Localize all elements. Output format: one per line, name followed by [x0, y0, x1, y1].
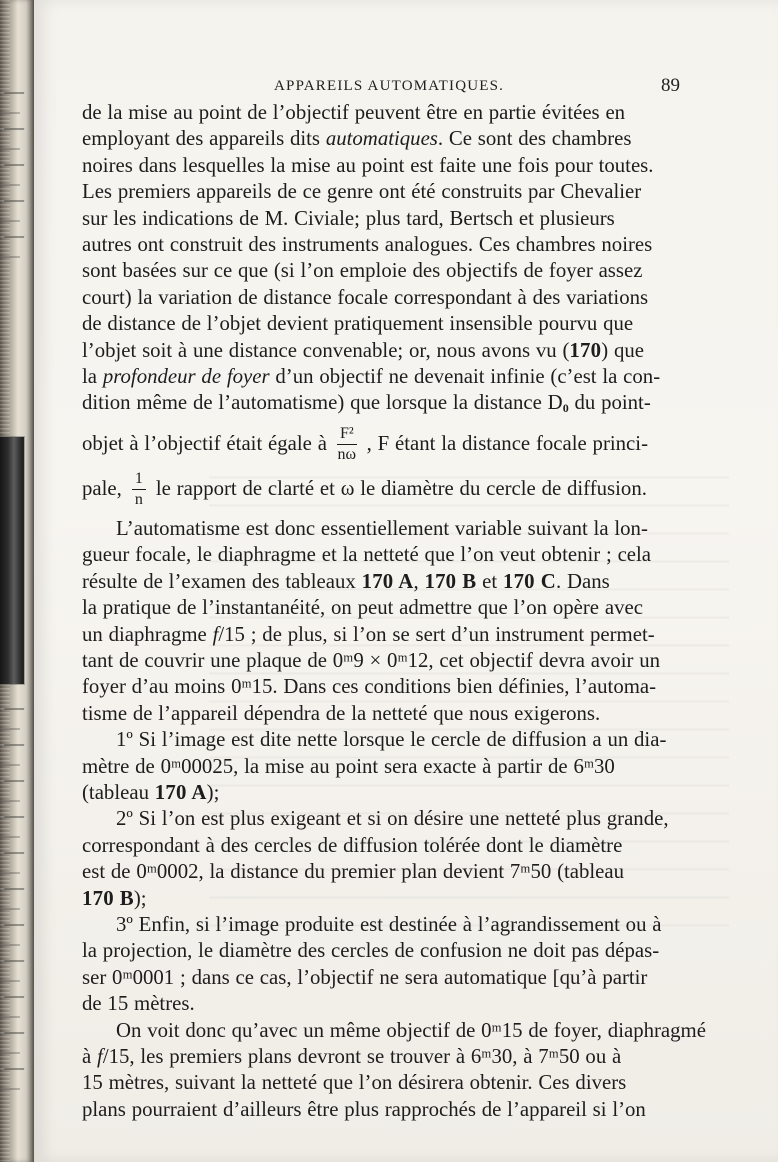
text-line [82, 390, 692, 421]
text-run: l’objet soit à une distance convenable; or, nous avons vu ( [82, 338, 570, 362]
text-run: de 15 mètres. [82, 992, 195, 1016]
page-body [82, 100, 706, 1123]
text-line [82, 516, 692, 542]
text-run: sont basées sur ce que (si l’on emploie des objectifs de foyer assez [82, 259, 643, 283]
italic-symbol: f [97, 1045, 103, 1068]
text-run: , [413, 569, 425, 593]
bold-reference: 170 C [502, 569, 556, 593]
text-line [82, 100, 692, 126]
text-run: Les premiers appareils de ce genre ont été construits par Chevalier [82, 180, 642, 204]
text-run: 2º Si l’on est plus exigeant et si on désire une netteté plus grande, [116, 807, 669, 831]
text-line [82, 833, 692, 859]
text-line [82, 285, 692, 311]
text-line [82, 780, 692, 806]
fraction-numerator: 1 [132, 471, 146, 490]
text-run: objet à l’objectif était égale à [82, 432, 327, 456]
fraction [337, 426, 357, 463]
text-run: plans pourraient d’ailleurs être plus rapprochés de l’appareil si l’on [82, 1097, 646, 1121]
text-run: autres ont construit des instruments analogues. Ces chambres noires [82, 233, 653, 257]
text-line [82, 126, 692, 152]
text-run: du point- [568, 391, 651, 415]
text-run: /15 ; de plus, si l’on se sert d’un instrument permet- [218, 622, 655, 646]
text-run: . Dans [555, 569, 610, 593]
text-line [82, 569, 692, 595]
left-page-text-fragment [0, 164, 24, 186]
text-line [82, 754, 692, 780]
text-line-with-fraction [82, 426, 692, 463]
bold-reference: 170 B [424, 569, 477, 593]
text-line [82, 206, 692, 232]
text-line [82, 595, 692, 621]
left-page-text-fragment [0, 708, 24, 730]
text-line [82, 991, 692, 1017]
text-run: , F étant la distance focale princi- [366, 432, 648, 456]
text-line [82, 542, 692, 568]
text-run: employant des appareils dits [82, 127, 326, 151]
text-run: tant de couvrir une plaque de 0ᵐ9 × 0ᵐ12, cet objectif devra avoir un [82, 648, 661, 672]
text-run: et [476, 569, 503, 593]
text-run: noires dans lesquelles la mise au point est faite une fois pour toutes. [82, 153, 654, 177]
left-page-edge [0, 0, 34, 1162]
left-page-text-fragment [0, 816, 24, 838]
text-run: d’un objectif ne devenait infinie (c’est la con- [269, 365, 661, 389]
text-run: résulte de l’examen des tableaux [82, 569, 362, 593]
left-page-illustration [0, 437, 24, 684]
text-line [82, 648, 692, 674]
bold-reference: 170 [569, 338, 602, 362]
text-line [82, 674, 692, 700]
running-header: APPAREILS AUTOMATIQUES. [274, 78, 505, 94]
left-page-text-fragment [0, 1032, 24, 1054]
text-line [82, 258, 692, 284]
left-page-text-fragment [0, 236, 24, 258]
text-line-with-fraction [82, 471, 692, 508]
left-page-text-fragment [0, 1068, 24, 1090]
text-run: correspondant à des cercles de diffusion tolérée dont le diamètre [82, 833, 623, 857]
text-run: 1º Si l’image est dite nette lorsque le cercle de diffusion a un dia- [116, 728, 667, 752]
text-run: ); [133, 886, 147, 910]
text-run: de distance de l’objet devient pratiquement insensible pourvu que [82, 312, 634, 336]
text-line [82, 859, 692, 885]
text-line [82, 701, 692, 727]
text-run: foyer d’au moins 0ᵐ15. Dans ces conditions bien définies, l’automa- [82, 675, 657, 699]
text-run: court) la variation de distance focale correspondant à des variations [82, 285, 649, 309]
left-page-text-fragment [0, 780, 24, 802]
text-run: gueur focale, le diaphragme et la netteté que l’on veut obtenir ; cela [82, 543, 652, 567]
text-line [82, 806, 692, 832]
text-run: tisme de l’appareil dépendra de la netteté que nous exigerons. [82, 701, 601, 725]
fraction [132, 471, 146, 508]
text-line [82, 622, 692, 648]
bold-reference: 170 A [154, 780, 207, 804]
text-line [82, 912, 692, 938]
text-run: 15 mètres, suivant la netteté que l’on désirera obtenir. Ces divers [82, 1071, 627, 1095]
fraction-numerator: F² [337, 426, 357, 445]
text-run: /15, les premiers plans devront se trouver à 6ᵐ30, à 7ᵐ50 ou à [102, 1045, 622, 1068]
left-page-text-fragment [0, 924, 24, 946]
subscript: 0 [562, 401, 569, 416]
text-line [82, 364, 692, 390]
text-line [82, 938, 692, 964]
text-run: la pratique de l’instantanéité, on peut admettre que l’on opère avec [82, 596, 643, 620]
text-line [82, 311, 692, 337]
text-line [82, 232, 692, 258]
text-run: . Ce sont des chambres [437, 127, 632, 151]
italic-symbol: f [212, 622, 219, 646]
text-run: la projection, le diamètre des cercles de confusion ne doit pas dépas- [82, 939, 660, 963]
left-page-text-fragment [0, 200, 24, 222]
book-page [34, 0, 778, 1162]
text-line [82, 965, 692, 991]
text-run: 3º Enfin, si l’image produite est destinée à l’agrandissement ou à [116, 912, 662, 936]
italic-term: profondeur de foyer [102, 365, 270, 389]
text-run: (tableau [82, 780, 155, 804]
text-run: mètre de 0ᵐ00025, la mise au point sera exacte à partir de 6ᵐ30 [82, 754, 615, 778]
left-page-text-fragment [0, 996, 24, 1018]
text-run: ser 0ᵐ0001 ; dans ce cas, l’objectif ne sera automatique [qu’à partir [82, 965, 648, 989]
text-run: pale, [82, 477, 122, 501]
left-page-text-fragment [0, 128, 24, 150]
text-run: de la mise au point de l’objectif peuvent être en partie évitées en [82, 101, 626, 124]
text-run: un diaphragme [82, 622, 213, 646]
text-line [82, 886, 692, 912]
text-run: à [82, 1045, 98, 1068]
bold-reference: 170 A [361, 569, 414, 593]
text-line [82, 338, 692, 364]
text-run: ); [206, 780, 220, 804]
text-run: sur les indications de M. Civiale; plus tard, Bertsch et plusieurs [82, 206, 615, 230]
text-line [82, 153, 692, 179]
left-page-text-fragment [0, 960, 24, 982]
text-run: L’automatisme est donc essentiellement variable suivant la lon- [116, 516, 648, 540]
text-line [82, 727, 692, 753]
page-number: 89 [661, 75, 680, 96]
left-page-text-fragment [0, 852, 24, 874]
italic-term: automatiques [325, 127, 438, 151]
text-run: le rapport de clarté et ω le diamètre du cercle de diffusion. [155, 477, 647, 501]
fraction-denominator: nω [337, 445, 357, 463]
bold-reference: 170 B [82, 886, 134, 910]
text-run: dition même de l’automatisme) que lorsque la distance D [82, 391, 563, 415]
line-gap [82, 463, 692, 471]
text-run: est de 0ᵐ0002, la distance du premier plan devient 7ᵐ50 (tableau [82, 860, 625, 884]
text-run: On voit donc qu’avec un même objectif de 0ᵐ15 de foyer, diaphragmé [116, 1018, 706, 1042]
text-line [82, 179, 692, 205]
text-line [82, 1097, 692, 1123]
text-line [82, 1070, 692, 1096]
fraction-denominator: n [134, 490, 143, 508]
text-line [82, 1044, 692, 1070]
text-run: ) que [601, 338, 644, 362]
paragraph-gap [82, 508, 692, 516]
left-page-text-fragment [0, 888, 24, 910]
text-run: la [82, 365, 103, 389]
left-page-text-fragment [0, 744, 24, 766]
text-line [82, 1018, 706, 1044]
left-page-text-fragment [0, 92, 24, 114]
